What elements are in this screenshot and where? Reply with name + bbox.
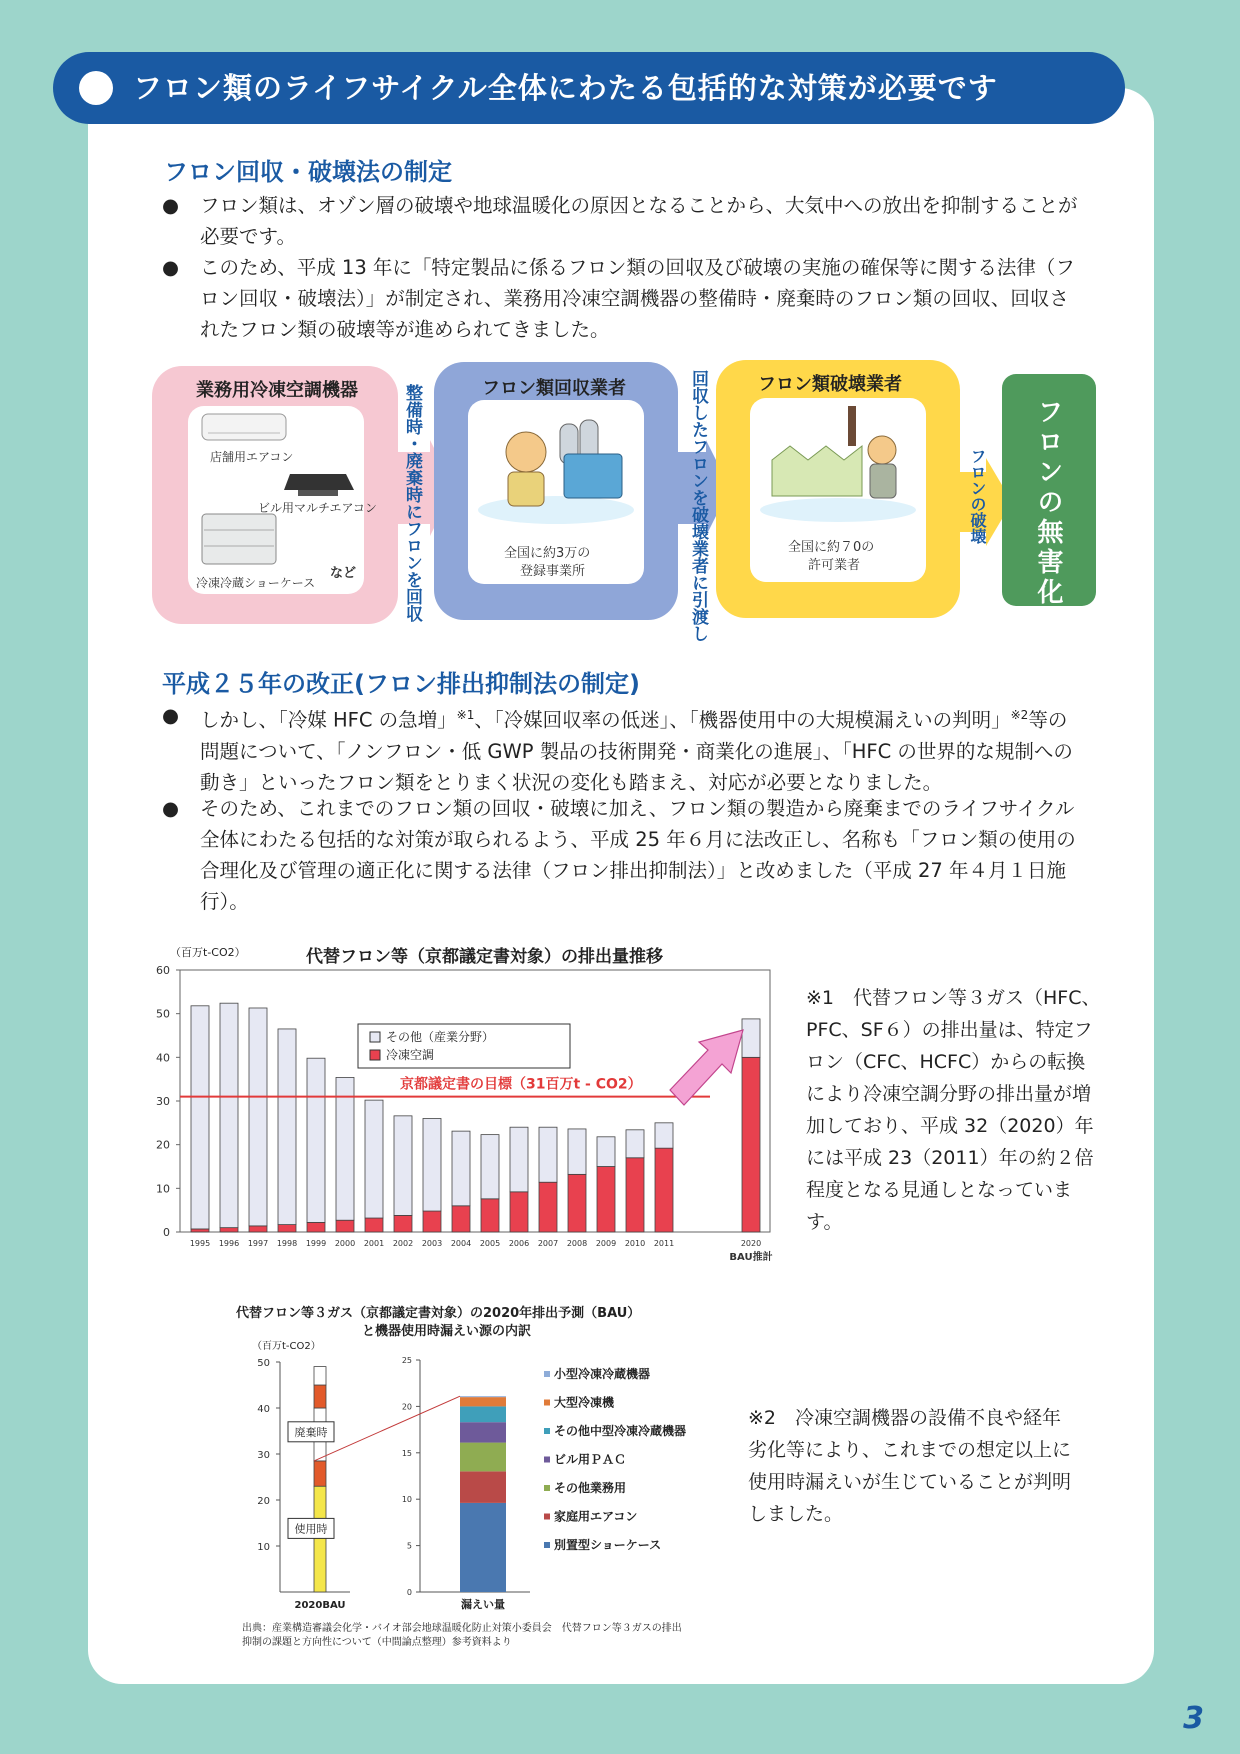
collector-caption-2: 登録事業所 — [520, 564, 586, 579]
item-building-aircon: ビル用マルチエアコン — [258, 501, 377, 515]
chart1-xtick-label: 1996 — [218, 1239, 240, 1248]
section1-heading: フロン回収・破壊法の制定 — [164, 158, 452, 186]
chart1-ytick-label: 50 — [156, 1007, 170, 1021]
flow-box-detox — [1002, 374, 1096, 606]
chart1-bar-2007 — [539, 1182, 557, 1232]
chart2-left-ytick-label: 50 — [257, 1358, 270, 1369]
chart2-left-ytick-label: 10 — [257, 1542, 270, 1553]
chart2-left-ytick-label: 20 — [257, 1496, 270, 1507]
chart1-bar-2003 — [423, 1211, 441, 1232]
chart2-leak-segment — [460, 1422, 506, 1442]
chart2-left-ytick-label: 40 — [257, 1404, 270, 1415]
chart1-xtick-label: 2003 — [421, 1239, 443, 1248]
chart1-bar-2001 — [365, 1100, 383, 1218]
chart1-ytick-label: 0 — [163, 1226, 170, 1239]
chart1-bar-2000 — [336, 1077, 354, 1220]
chart1-legend-swatch — [370, 1050, 380, 1060]
bullet-dot-icon: ● — [162, 797, 180, 820]
chart1-bar-2005 — [481, 1135, 499, 1199]
chart1-bar-2002 — [394, 1215, 412, 1232]
chart1-increase-arrow — [670, 1030, 743, 1105]
chart1-emissions — [130, 960, 780, 1270]
chart2-leak-segment — [460, 1443, 506, 1472]
chart2-legend-swatch — [544, 1400, 550, 1406]
flow-box-collector — [434, 362, 678, 620]
chart1-bar-1999 — [307, 1058, 325, 1222]
chart1-bar-2011 — [655, 1123, 673, 1148]
chart1-bar-2009 — [597, 1137, 615, 1167]
chart1-xtick-label: 1995 — [189, 1239, 211, 1248]
chart2-leak-segment — [460, 1471, 506, 1503]
chart2-left-segment — [314, 1461, 326, 1486]
chart1-bar-2002 — [394, 1116, 412, 1216]
chart1-bar-2004 — [452, 1131, 470, 1206]
chart1-ytick-label: 10 — [156, 1182, 170, 1196]
chart2-legend-swatch — [544, 1514, 550, 1520]
chart2-connector-line — [314, 1396, 460, 1461]
chart2-legend-label: 別置型ショーケース — [554, 1538, 662, 1552]
chart1-bar-2009 — [597, 1167, 615, 1233]
chart2-right-ytick-label: 15 — [401, 1448, 412, 1458]
chart1-xtick-label: 1997 — [247, 1239, 269, 1248]
chart1-bar-1996 — [220, 1228, 238, 1232]
bullet-dot-icon: ● — [162, 194, 180, 217]
bullet-dot-icon: ● — [162, 256, 180, 279]
chart1-legend-label: その他（産業分野） — [386, 1030, 495, 1044]
note-1: ※1 代替フロン等３ガス（HFC、PFC、SF６）の排出量は、特定フロン（CFC、HCFC）からの転換により冷凍空調分野の排出量が増加しており、平成 32（2020）年には平成 23（2011）年の約２倍程度となる見通しとなっています。 — [806, 987, 1101, 1233]
section1-bullet-1: ● フロン類は、オゾン層の破壊や地球温暖化の原因となることから、大気中への放出を抑制することが必要です。 — [162, 190, 1084, 252]
chart1-bar-2004 — [452, 1206, 470, 1232]
flow-arrow-2-label: 回収したフロンを破壊業者に引渡し — [688, 370, 708, 642]
chart2-legend-swatch — [544, 1485, 550, 1491]
section2-bullet-2: ● そのため、これまでのフロン類の回収・破壊に加え、フロン類の製造から廃棄までのライフサイクル全体にわたる包括的な対策が取られるよう、平成 25 年６月に法改正し、名称も「フロン類の使用の合理化及び管理の適正化に関する法律（フロン排出抑制法）」と改めました（平成 27 年４月１日施行）。 — [162, 793, 1084, 917]
chart2-legend-label: 大型冷凍機 — [554, 1395, 615, 1410]
chart1-legend-swatch — [370, 1032, 380, 1042]
chart2-subtitle: と機器使用時漏えい源の内訳 — [362, 1324, 532, 1339]
chart1-bar-1997 — [249, 1008, 267, 1226]
chart1-target-label: 京都議定書の目標（31百万t - CO2） — [400, 1076, 642, 1093]
chart1-bar-1997 — [249, 1226, 267, 1232]
chart2-left-segment — [314, 1385, 326, 1408]
chart1-bau-label: BAU推計 — [729, 1252, 773, 1263]
chart1-bar-2008 — [568, 1174, 586, 1232]
chart1-xtick-label: 2001 — [363, 1239, 385, 1248]
page-banner — [53, 52, 1125, 124]
chart1-bar-2020 — [742, 1057, 760, 1232]
chart1-title: 代替フロン等（京都議定書対象）の排出量推移 — [306, 947, 663, 967]
chart1-ytick-label: 40 — [156, 1051, 170, 1065]
bullet-dot-icon: ● — [162, 704, 180, 727]
chart2-leak-segment — [460, 1406, 506, 1422]
chart2-left-ytick-label: 30 — [257, 1450, 270, 1461]
chart2-legend-swatch — [544, 1371, 550, 1377]
chart2-legend-label: 家庭用エアコン — [554, 1509, 638, 1524]
note-2: ※2 冷凍空調機器の設備不良や経年劣化等により、これまでの想定以上に使用時漏えいが生じていることが判明しました。 — [748, 1407, 1072, 1525]
chart1-bar-2011 — [655, 1148, 673, 1232]
chart2-use-label: 使用時 — [294, 1522, 328, 1536]
item-store-aircon: 店舗用エアコン — [210, 450, 294, 464]
chart2-disposal-label: 廃棄時 — [294, 1425, 328, 1439]
chart2-left-segment — [314, 1367, 326, 1385]
section2-bullet-1: ● しかし、「冷媒 HFC の急増」$^{※1}$、「冷媒回収率の低迷」、「機器使用中の大規模漏えいの判明」$^{※2}$等の問題について、「ノンフロン・低 GWP 製品の技術開発・商業化の進展」、「HFC の世界的な規制への動き」といったフロン類をとりまく状況の変化も踏まえ、対応が必要となりました。 — [162, 700, 1084, 798]
chart1-bar-1995 — [191, 1006, 209, 1229]
chart1-bar-2007 — [539, 1127, 557, 1182]
chart2-title: 代替フロン等３ガス（京都議定書対象）の2020年排出予測（BAU） — [236, 1306, 641, 1321]
chart1-ytick-label: 60 — [156, 964, 170, 977]
chart1-ytick-label: 20 — [156, 1138, 170, 1152]
chart2-breakdown — [240, 1350, 710, 1612]
page-number: 3 — [1183, 1701, 1204, 1736]
chart1-bar-2010 — [626, 1158, 644, 1232]
chart1-bar-1998 — [278, 1029, 296, 1225]
flow-box-destroyer — [716, 360, 960, 618]
chart2-right-ytick-label: 5 — [406, 1541, 412, 1551]
chart2-legend-label: その他中型冷凍冷蔵機器 — [554, 1424, 687, 1438]
destroyer-illustration — [750, 398, 926, 528]
chart2-leak-segment — [460, 1396, 506, 1397]
chart1-bar-2000 — [336, 1220, 354, 1232]
section1-bullet-2: ● このため、平成 13 年に「特定製品に係るフロン類の回収及び破壊の実施の確保等に関する法律（フロン回収・破壊法）」が制定され、業務用冷凍空調機器の整備時・廃棄時のフロン類の回収、回収されたフロン類の破壊等が進められてきました。 — [162, 252, 1084, 345]
flow-box-collector-title: フロン類回収業者 — [482, 378, 626, 399]
chart1-bar-1999 — [307, 1222, 325, 1232]
chart1-bar-2005 — [481, 1199, 499, 1232]
collector-caption-1: 全国に約3万の — [504, 546, 591, 561]
chart2-legend-label: ビル用ＰＡＣ — [554, 1452, 627, 1467]
chart1-xtick-label: 2008 — [566, 1239, 588, 1248]
flow-arrow-1-label: 整備時・廃棄時にフロンを回収 — [402, 384, 422, 622]
chart2-left-category: 2020BAU — [294, 1600, 346, 1611]
chart1-bar-2008 — [568, 1129, 586, 1174]
chart1-xtick-label: 1999 — [305, 1239, 327, 1248]
chart2-left-segment — [314, 1486, 326, 1592]
flow-box-equipment — [152, 366, 398, 624]
chart1-bar-2010 — [626, 1130, 644, 1158]
chart1-xtick-label: 2002 — [392, 1239, 414, 1248]
chart1-bar-1998 — [278, 1225, 296, 1232]
chart1-bar-1995 — [191, 1229, 209, 1232]
chart2-leak-segment — [460, 1503, 506, 1592]
destroyer-caption-2: 許可業者 — [808, 558, 861, 573]
chart1-bar-1996 — [220, 1003, 238, 1227]
chart1-xtick-label: 2000 — [334, 1239, 356, 1248]
chart1-legend-label: 冷凍空調 — [386, 1048, 435, 1062]
chart1-bar-2020 — [742, 1019, 760, 1057]
chart1-xtick-label: 2020 — [740, 1239, 762, 1248]
chart1-xtick-label: 1998 — [276, 1239, 298, 1248]
item-showcase: 冷凍冷蔵ショーケース — [196, 576, 316, 590]
chart2-leak-segment — [460, 1397, 506, 1406]
chart1-xtick-label: 2010 — [624, 1239, 646, 1248]
chart2-legend-swatch — [544, 1428, 550, 1434]
chart1-bar-2001 — [365, 1218, 383, 1232]
chart1-ylabel: （百万t-CO2） — [170, 946, 246, 959]
collector-illustration — [468, 400, 644, 530]
chart2-source: 出典：産業構造審議会化学・バイオ部会地球温暖化防止対策小委員会 代替フロン等３ガスの排出抑制の課題と方向性について（中間論点整理）参考資料より — [242, 1623, 682, 1648]
chart1-bar-2006 — [510, 1127, 528, 1192]
chart2-legend-label: 小型冷凍冷蔵機器 — [554, 1367, 651, 1381]
chart2-right-ytick-label: 20 — [401, 1402, 412, 1412]
chart1-xtick-label: 2011 — [653, 1239, 675, 1248]
banner-title: フロン類のライフサイクル全体にわたる包括的な対策が必要です — [133, 71, 998, 105]
flow-arrow-3-label: フロンの破壊 — [968, 448, 987, 544]
chart2-right-ytick-label: 25 — [401, 1356, 412, 1365]
item-etc: など — [330, 566, 357, 581]
chart1-ytick-label: 30 — [156, 1095, 170, 1108]
flow-box-detox-title: フロンの無害化 — [1033, 398, 1063, 608]
flow-box-equipment-title: 業務用冷凍空調機器 — [196, 380, 358, 401]
section2-heading: 平成２５年の改正(フロン排出抑制法の制定) — [162, 670, 640, 698]
chart2-right-category: 漏えい量 — [461, 1598, 505, 1611]
chart1-xtick-label: 2009 — [595, 1239, 617, 1248]
chart1-xtick-label: 2004 — [450, 1239, 472, 1248]
chart1-bar-2006 — [510, 1192, 528, 1232]
chart1-xtick-label: 2006 — [508, 1239, 530, 1248]
banner-dot-icon — [79, 71, 113, 105]
chart2-legend-swatch — [544, 1457, 550, 1463]
chart1-bar-2003 — [423, 1118, 441, 1211]
chart2-right-ytick-label: 10 — [401, 1495, 412, 1505]
chart1-xtick-label: 2007 — [537, 1239, 559, 1248]
chart1-xtick-label: 2005 — [479, 1239, 501, 1248]
chart2-ylabel: （百万t-CO2） — [252, 1341, 321, 1352]
chart2-legend-swatch — [544, 1542, 550, 1548]
destroyer-caption-1: 全国に約７0の — [788, 540, 875, 555]
chart2-right-ytick-label: 0 — [406, 1588, 412, 1597]
flow-box-destroyer-title: フロン類破壊業者 — [758, 374, 902, 395]
chart2-legend-label: その他業務用 — [554, 1481, 627, 1495]
